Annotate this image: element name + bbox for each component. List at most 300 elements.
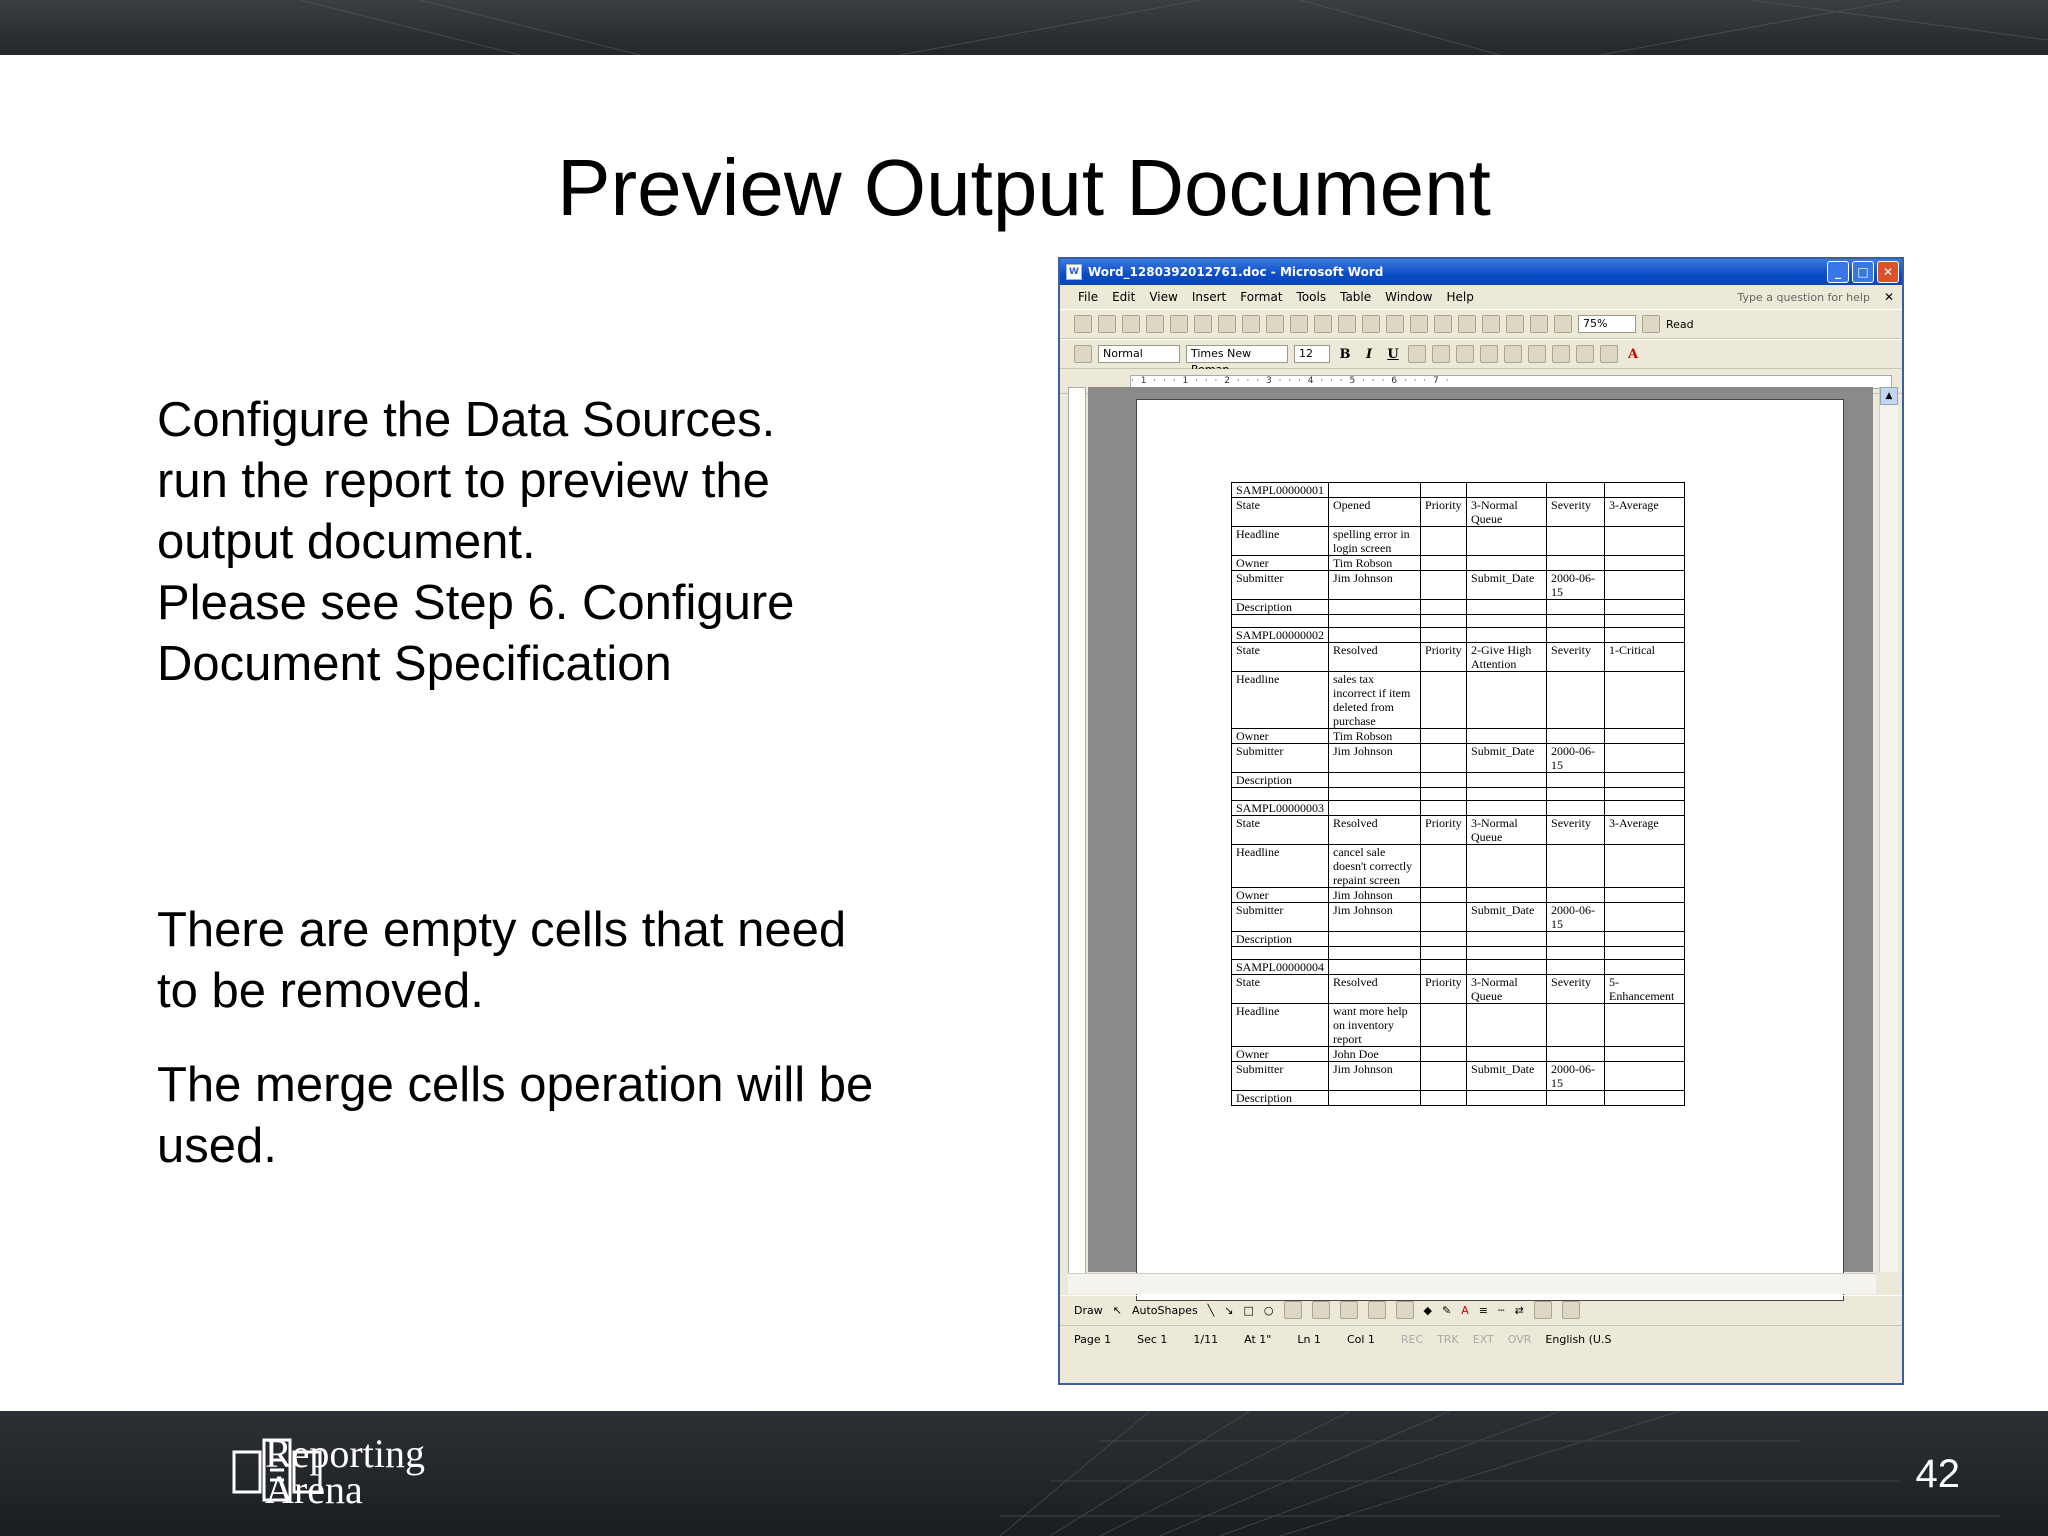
table-cell[interactable] xyxy=(1421,483,1467,498)
table-cell[interactable] xyxy=(1421,1091,1467,1106)
table-cell[interactable]: Severity xyxy=(1547,498,1605,527)
bullets-icon[interactable] xyxy=(1552,345,1570,363)
numbering-icon[interactable] xyxy=(1528,345,1546,363)
table-cell[interactable]: SAMPL00000004 xyxy=(1232,960,1329,975)
font-size-select[interactable]: 12 xyxy=(1294,345,1330,363)
paste-icon[interactable] xyxy=(1338,315,1356,333)
table-cell[interactable]: Owner xyxy=(1232,888,1329,903)
table-cell[interactable] xyxy=(1467,801,1547,816)
body-line: The merge cells operation will be xyxy=(157,1058,874,1112)
table-cell[interactable] xyxy=(1547,773,1605,788)
table-cell[interactable]: 1-Critical xyxy=(1605,643,1685,672)
table-cell[interactable]: Submit_Date xyxy=(1467,903,1547,932)
table-cell[interactable]: John Doe xyxy=(1329,1047,1421,1062)
table-row xyxy=(1232,845,1685,888)
status-language: English (U.S xyxy=(1545,1332,1612,1346)
table-cell[interactable] xyxy=(1547,960,1605,975)
menu-edit[interactable]: Edit xyxy=(1112,290,1136,304)
table-cell[interactable] xyxy=(1605,1062,1685,1091)
table-cell[interactable] xyxy=(1467,788,1547,801)
status-trk[interactable]: TRK xyxy=(1437,1332,1459,1346)
table-row xyxy=(1232,773,1685,788)
table-cell[interactable] xyxy=(1467,729,1547,744)
table-cell[interactable]: Submitter xyxy=(1232,571,1329,600)
table-cell[interactable] xyxy=(1547,628,1605,643)
table-cell[interactable] xyxy=(1421,801,1467,816)
underline-button[interactable]: U xyxy=(1387,346,1399,362)
table-row xyxy=(1232,816,1685,845)
table-cell[interactable]: Resolved xyxy=(1329,816,1421,845)
ruler-track: · 1 · · · 1 · · · 2 · · · 3 · · · 4 · · · 5 · · · 6 · · · 7 · xyxy=(1130,375,1892,389)
scroll-up-icon[interactable]: ▲ xyxy=(1880,387,1898,405)
table-cell[interactable] xyxy=(1605,615,1685,628)
line-color-icon[interactable]: ✎ xyxy=(1442,1303,1452,1317)
table-row xyxy=(1232,571,1685,600)
table-cell[interactable]: Severity xyxy=(1547,816,1605,845)
doc-map-icon[interactable] xyxy=(1554,315,1572,333)
table-cell[interactable]: Submitter xyxy=(1232,903,1329,932)
table-row xyxy=(1232,615,1685,628)
wordart-icon[interactable] xyxy=(1312,1301,1330,1319)
table-cell[interactable]: Tim Robson xyxy=(1329,729,1421,744)
table-cell[interactable] xyxy=(1467,672,1547,729)
table-cell[interactable]: State xyxy=(1232,816,1329,845)
status-section: Sec 1 xyxy=(1137,1332,1168,1346)
word-window xyxy=(1058,257,1904,1385)
top-bar-pattern xyxy=(0,0,2048,55)
line-spacing-icon[interactable] xyxy=(1504,345,1522,363)
style-select[interactable]: Normal xyxy=(1098,345,1180,363)
table-cell[interactable] xyxy=(1329,932,1421,947)
save-icon[interactable] xyxy=(1122,315,1140,333)
table-cell[interactable] xyxy=(1421,571,1467,600)
table-cell[interactable] xyxy=(1421,527,1467,556)
table-cell[interactable] xyxy=(1605,845,1685,888)
table-cell[interactable] xyxy=(1605,628,1685,643)
table-cell[interactable] xyxy=(1329,615,1421,628)
table-cell[interactable]: Headline xyxy=(1232,672,1329,729)
table-row xyxy=(1232,672,1685,729)
table-cell[interactable]: 3-Normal Queue xyxy=(1467,975,1547,1004)
menu-bar xyxy=(1060,285,1902,309)
logo-line: Arena xyxy=(265,1467,363,1512)
table-cell[interactable] xyxy=(1232,615,1329,628)
table-cell[interactable]: Jim Johnson xyxy=(1329,1062,1421,1091)
table-cell[interactable] xyxy=(1467,773,1547,788)
table-cell[interactable]: 3-Normal Queue xyxy=(1467,816,1547,845)
table-cell[interactable] xyxy=(1605,773,1685,788)
window-title-bar[interactable] xyxy=(1060,259,1902,285)
fill-color-icon[interactable]: ◆ xyxy=(1423,1303,1432,1317)
table-cell[interactable] xyxy=(1329,788,1421,801)
table-row xyxy=(1232,1062,1685,1091)
table-cell[interactable] xyxy=(1467,1047,1547,1062)
menu-file[interactable]: File xyxy=(1078,290,1099,304)
redo-icon[interactable] xyxy=(1410,315,1428,333)
table-cell[interactable]: Owner xyxy=(1232,556,1329,571)
italic-button[interactable]: I xyxy=(1365,346,1373,362)
table-cell[interactable]: State xyxy=(1232,498,1329,527)
autoshapes-menu[interactable]: AutoShapes xyxy=(1131,1303,1198,1317)
table-cell[interactable]: Tim Robson xyxy=(1329,556,1421,571)
table-cell[interactable] xyxy=(1605,903,1685,932)
table-cell[interactable] xyxy=(1467,960,1547,975)
table-cell[interactable] xyxy=(1467,947,1547,960)
table-cell[interactable] xyxy=(1605,932,1685,947)
table-cell[interactable]: Submitter xyxy=(1232,1062,1329,1091)
table-row xyxy=(1232,498,1685,527)
line-icon[interactable]: ╲ xyxy=(1207,1303,1215,1317)
slide-number: 42 xyxy=(1915,1452,1960,1496)
font-color-button[interactable]: A xyxy=(1627,346,1639,362)
slide-top-bar xyxy=(0,0,2048,55)
table-cell[interactable] xyxy=(1421,1062,1467,1091)
table-row xyxy=(1232,628,1685,643)
table-cell[interactable] xyxy=(1605,527,1685,556)
table-cell[interactable]: Submitter xyxy=(1232,744,1329,773)
table-cell[interactable] xyxy=(1547,947,1605,960)
table-cell[interactable] xyxy=(1421,729,1467,744)
hyperlink-icon[interactable] xyxy=(1434,315,1452,333)
table-cell[interactable] xyxy=(1467,527,1547,556)
styles-icon[interactable] xyxy=(1074,345,1092,363)
read-button[interactable]: Read xyxy=(1666,317,1694,331)
diagram-icon[interactable] xyxy=(1340,1301,1358,1319)
word-app-icon: W xyxy=(1066,264,1082,280)
table-cell[interactable]: Severity xyxy=(1547,975,1605,1004)
justify-icon[interactable] xyxy=(1480,345,1498,363)
email-icon[interactable] xyxy=(1170,315,1188,333)
table-row xyxy=(1232,729,1685,744)
table-cell[interactable] xyxy=(1605,801,1685,816)
select-objects-icon[interactable]: ↖ xyxy=(1112,1303,1122,1317)
table-cell[interactable] xyxy=(1421,744,1467,773)
table-cell[interactable] xyxy=(1421,1004,1467,1047)
table-row xyxy=(1232,527,1685,556)
table-cell[interactable] xyxy=(1421,628,1467,643)
table-cell[interactable] xyxy=(1547,788,1605,801)
draw-menu[interactable]: Draw xyxy=(1074,1303,1103,1317)
table-cell[interactable] xyxy=(1232,788,1329,801)
status-ext[interactable]: EXT xyxy=(1472,1332,1494,1346)
table-cell[interactable] xyxy=(1605,788,1685,801)
table-cell[interactable] xyxy=(1329,947,1421,960)
status-at: At 1" xyxy=(1244,1332,1272,1346)
table-cell[interactable]: Resolved xyxy=(1329,975,1421,1004)
new-icon[interactable] xyxy=(1074,315,1092,333)
table-cell[interactable]: Opened xyxy=(1329,498,1421,527)
clipart-icon[interactable] xyxy=(1368,1301,1386,1319)
table-cell[interactable]: Headline xyxy=(1232,845,1329,888)
document-page[interactable] xyxy=(1136,399,1844,1301)
table-row xyxy=(1232,947,1685,960)
table-cell[interactable] xyxy=(1232,947,1329,960)
table-cell[interactable] xyxy=(1605,960,1685,975)
menu-tools[interactable]: Tools xyxy=(1296,290,1327,304)
line-style-icon[interactable]: ≡ xyxy=(1478,1303,1488,1317)
arrow-icon[interactable]: ↘ xyxy=(1224,1303,1234,1317)
table-cell[interactable] xyxy=(1421,903,1467,932)
table-row xyxy=(1232,975,1685,1004)
rectangle-icon[interactable]: □ xyxy=(1243,1303,1254,1317)
table-cell[interactable] xyxy=(1605,483,1685,498)
table-cell[interactable] xyxy=(1605,1091,1685,1106)
table-cell[interactable] xyxy=(1329,960,1421,975)
slide-title: Preview Output Document xyxy=(557,143,1491,232)
table-cell[interactable] xyxy=(1605,947,1685,960)
vertical-scrollbar[interactable] xyxy=(1879,387,1898,1272)
status-ovr[interactable]: OVR xyxy=(1507,1332,1532,1346)
table-cell[interactable] xyxy=(1467,615,1547,628)
standard-toolbar xyxy=(1060,309,1902,339)
table-cell[interactable] xyxy=(1467,845,1547,888)
table-cell[interactable]: sales tax incorrect if item deleted from purchase xyxy=(1329,672,1421,729)
table-cell[interactable] xyxy=(1467,1004,1547,1047)
table-cell[interactable] xyxy=(1605,1004,1685,1047)
table-row xyxy=(1232,960,1685,975)
status-page-count: 1/11 xyxy=(1193,1332,1219,1346)
body-line: used. xyxy=(157,1119,277,1173)
table-cell[interactable] xyxy=(1547,1091,1605,1106)
table-cell[interactable] xyxy=(1329,600,1421,615)
menu-window[interactable]: Window xyxy=(1385,290,1433,304)
table-cell[interactable] xyxy=(1467,888,1547,903)
table-cell[interactable] xyxy=(1421,947,1467,960)
table-cell[interactable] xyxy=(1421,672,1467,729)
table-cell[interactable] xyxy=(1605,571,1685,600)
print-preview-icon[interactable] xyxy=(1218,315,1236,333)
report-table xyxy=(1231,482,1685,1106)
textbox-icon[interactable] xyxy=(1284,1301,1302,1319)
table-row xyxy=(1232,888,1685,903)
table-cell[interactable]: 2-Give High Attention xyxy=(1467,643,1547,672)
increase-indent-icon[interactable] xyxy=(1600,345,1618,363)
arrow-style-icon[interactable]: ⇄ xyxy=(1514,1303,1524,1317)
status-column: Col 1 xyxy=(1346,1332,1375,1346)
table-cell[interactable] xyxy=(1605,744,1685,773)
table-cell[interactable] xyxy=(1547,845,1605,888)
insert-table-icon[interactable] xyxy=(1482,315,1500,333)
align-left-icon[interactable] xyxy=(1408,345,1426,363)
body-paragraph-2 xyxy=(157,900,957,1022)
table-cell[interactable] xyxy=(1467,556,1547,571)
close-button[interactable]: ✕ xyxy=(1877,261,1899,283)
align-right-icon[interactable] xyxy=(1456,345,1474,363)
table-cell[interactable]: 3-Normal Queue xyxy=(1467,498,1547,527)
spelling-icon[interactable] xyxy=(1242,315,1260,333)
table-cell[interactable] xyxy=(1329,483,1421,498)
horizontal-scrollbar[interactable] xyxy=(1068,1273,1876,1294)
undo-icon[interactable] xyxy=(1386,315,1404,333)
bold-button[interactable]: B xyxy=(1339,346,1351,362)
body-line: output document. xyxy=(157,515,536,569)
table-cell[interactable] xyxy=(1329,1091,1421,1106)
table-cell[interactable]: 2000-06-15 xyxy=(1547,571,1605,600)
table-cell[interactable]: Owner xyxy=(1232,1047,1329,1062)
vertical-ruler[interactable] xyxy=(1068,387,1086,1274)
table-row xyxy=(1232,932,1685,947)
table-cell[interactable]: Priority xyxy=(1421,498,1467,527)
table-cell[interactable] xyxy=(1547,729,1605,744)
table-row xyxy=(1232,744,1685,773)
status-page: Page 1 xyxy=(1074,1332,1112,1346)
cut-icon[interactable] xyxy=(1290,315,1308,333)
table-cell[interactable] xyxy=(1467,932,1547,947)
table-cell[interactable] xyxy=(1547,556,1605,571)
table-cell[interactable] xyxy=(1547,801,1605,816)
table-cell[interactable]: 5-Enhancement xyxy=(1605,975,1685,1004)
table-cell[interactable]: Priority xyxy=(1421,643,1467,672)
table-cell[interactable]: 2000-06-15 xyxy=(1547,1062,1605,1091)
table-cell[interactable]: Resolved xyxy=(1329,643,1421,672)
font-color-icon[interactable]: A xyxy=(1461,1303,1469,1317)
table-row xyxy=(1232,788,1685,801)
table-cell[interactable]: Description xyxy=(1232,932,1329,947)
body-line: run the report to preview the xyxy=(157,454,770,508)
table-cell[interactable]: Headline xyxy=(1232,1004,1329,1047)
table-cell[interactable]: 3-Average xyxy=(1605,498,1685,527)
table-cell[interactable] xyxy=(1547,1047,1605,1062)
table-cell[interactable]: Severity xyxy=(1547,643,1605,672)
table-cell[interactable]: SAMPL00000002 xyxy=(1232,628,1329,643)
print-icon[interactable] xyxy=(1194,315,1212,333)
table-cell[interactable] xyxy=(1329,801,1421,816)
table-cell[interactable] xyxy=(1467,600,1547,615)
table-cell[interactable] xyxy=(1605,556,1685,571)
table-cell[interactable] xyxy=(1605,729,1685,744)
table-cell[interactable] xyxy=(1329,628,1421,643)
table-cell[interactable] xyxy=(1421,845,1467,888)
table-cell[interactable]: Description xyxy=(1232,600,1329,615)
table-cell[interactable]: Description xyxy=(1232,1091,1329,1106)
table-cell[interactable] xyxy=(1421,932,1467,947)
menu-view[interactable]: View xyxy=(1149,290,1178,304)
table-cell[interactable] xyxy=(1467,1091,1547,1106)
menu-help[interactable]: Help xyxy=(1446,290,1474,304)
menu-insert[interactable]: Insert xyxy=(1191,290,1227,304)
table-cell[interactable]: 2000-06-15 xyxy=(1547,744,1605,773)
help-icon[interactable] xyxy=(1642,315,1660,333)
table-cell[interactable] xyxy=(1421,615,1467,628)
table-cell[interactable] xyxy=(1547,1004,1605,1047)
open-icon[interactable] xyxy=(1098,315,1116,333)
table-cell[interactable] xyxy=(1421,600,1467,615)
close-doc-icon[interactable]: ✕ xyxy=(1883,290,1894,304)
table-row xyxy=(1232,483,1685,498)
table-cell[interactable]: Jim Johnson xyxy=(1329,903,1421,932)
table-cell[interactable] xyxy=(1605,888,1685,903)
table-cell[interactable]: Submit_Date xyxy=(1467,1062,1547,1091)
drawing-toolbar xyxy=(1060,1295,1904,1324)
tables-icon[interactable] xyxy=(1458,315,1476,333)
table-cell[interactable] xyxy=(1605,1047,1685,1062)
table-cell[interactable]: Headline xyxy=(1232,527,1329,556)
table-cell[interactable] xyxy=(1547,672,1605,729)
table-cell[interactable]: SAMPL00000001 xyxy=(1232,483,1329,498)
menu-format[interactable]: Format xyxy=(1240,290,1283,304)
dash-style-icon[interactable]: ┄ xyxy=(1497,1303,1505,1317)
table-cell[interactable] xyxy=(1421,773,1467,788)
oval-icon[interactable]: ○ xyxy=(1263,1303,1274,1317)
table-cell[interactable]: Owner xyxy=(1232,729,1329,744)
font-select[interactable]: Times New xyxy=(1186,345,1288,363)
table-cell[interactable]: want more help on inventory report xyxy=(1329,1004,1421,1047)
table-cell[interactable] xyxy=(1329,773,1421,788)
table-cell[interactable] xyxy=(1421,788,1467,801)
maximize-button[interactable]: □ xyxy=(1852,261,1874,283)
table-cell[interactable] xyxy=(1547,600,1605,615)
table-cell[interactable]: Priority xyxy=(1421,975,1467,1004)
table-cell[interactable]: Submit_Date xyxy=(1467,744,1547,773)
table-cell[interactable]: Jim Johnson xyxy=(1329,744,1421,773)
status-rec[interactable]: REC xyxy=(1400,1332,1424,1346)
table-cell[interactable] xyxy=(1547,527,1605,556)
table-cell[interactable] xyxy=(1421,556,1467,571)
table-cell[interactable]: State xyxy=(1232,643,1329,672)
table-cell[interactable]: 2000-06-15 xyxy=(1547,903,1605,932)
body-line: Document Specification xyxy=(157,637,672,691)
table-cell[interactable] xyxy=(1421,1047,1467,1062)
table-cell[interactable] xyxy=(1547,483,1605,498)
table-row xyxy=(1232,643,1685,672)
table-cell[interactable]: 3-Average xyxy=(1605,816,1685,845)
menu-table[interactable]: Table xyxy=(1340,290,1372,304)
3d-icon[interactable] xyxy=(1562,1301,1580,1319)
table-cell[interactable] xyxy=(1547,615,1605,628)
help-question-box[interactable]: Type a question for help xyxy=(1737,290,1870,304)
format-painter-icon[interactable] xyxy=(1362,315,1380,333)
table-cell[interactable]: Submit_Date xyxy=(1467,571,1547,600)
body-paragraph-3 xyxy=(157,1055,957,1177)
permission-icon[interactable] xyxy=(1146,315,1164,333)
zoom-select[interactable]: 75% xyxy=(1578,315,1636,333)
body-line: There are empty cells that need xyxy=(157,903,847,957)
copy-icon[interactable] xyxy=(1314,315,1332,333)
align-center-icon[interactable] xyxy=(1432,345,1450,363)
table-row xyxy=(1232,1091,1685,1106)
table-cell[interactable] xyxy=(1467,628,1547,643)
table-cell[interactable]: cancel sale doesn't correctly repaint screen xyxy=(1329,845,1421,888)
table-row xyxy=(1232,1047,1685,1062)
table-cell[interactable] xyxy=(1547,932,1605,947)
minimize-button[interactable]: _ xyxy=(1827,261,1849,283)
decrease-indent-icon[interactable] xyxy=(1576,345,1594,363)
table-cell[interactable]: State xyxy=(1232,975,1329,1004)
formatting-toolbar xyxy=(1060,339,1902,369)
table-cell[interactable] xyxy=(1467,483,1547,498)
shadow-icon[interactable] xyxy=(1534,1301,1552,1319)
table-cell[interactable] xyxy=(1605,600,1685,615)
table-row xyxy=(1232,1004,1685,1047)
research-icon[interactable] xyxy=(1266,315,1284,333)
body-paragraph-1 xyxy=(157,390,957,695)
table-row xyxy=(1232,556,1685,571)
table-cell[interactable] xyxy=(1421,888,1467,903)
table-cell[interactable] xyxy=(1547,888,1605,903)
table-cell[interactable]: SAMPL00000003 xyxy=(1232,801,1329,816)
table-cell[interactable]: Priority xyxy=(1421,816,1467,845)
table-cell[interactable]: spelling error in login screen xyxy=(1329,527,1421,556)
table-cell[interactable]: Description xyxy=(1232,773,1329,788)
picture-icon[interactable] xyxy=(1396,1301,1414,1319)
table-cell[interactable] xyxy=(1605,672,1685,729)
table-cell[interactable] xyxy=(1421,960,1467,975)
columns-icon[interactable] xyxy=(1530,315,1548,333)
table-cell[interactable]: Jim Johnson xyxy=(1329,571,1421,600)
status-bar xyxy=(1060,1325,1904,1352)
excel-icon[interactable] xyxy=(1506,315,1524,333)
table-cell[interactable]: Jim Johnson xyxy=(1329,888,1421,903)
